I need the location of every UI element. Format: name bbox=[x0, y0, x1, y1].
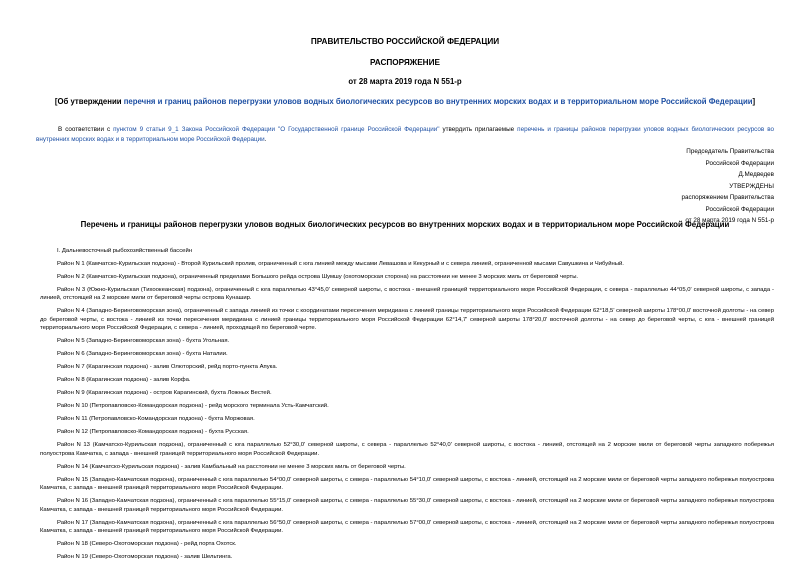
area-item: Район N 8 (Карагинская подзона) - залив Корфа. bbox=[57, 377, 191, 384]
area-item: Район N 6 (Западно-Беринговоморская зона) - бухта Наталии. bbox=[57, 351, 228, 358]
area-item: Район N 17 (Западно-Камчатская подзона), ограниченный с юга параллелью 56°50,0' северной широты, с севера - параллелью 57°00,0' северной широты, с востока - линией, отстоящей на 2 морские мили от береговой черты западного побережья полуострова Камчатка, с запада - внешней границей территориального моря Российской Федерации. bbox=[40, 519, 774, 535]
area-item: Район N 19 (Северо-Охотоморская подзона) - залив Шельтинга. bbox=[57, 554, 233, 561]
signature-line: Российской Федерации bbox=[705, 159, 774, 167]
subject-prefix: [Об утверждении bbox=[54, 97, 124, 106]
area-item: Район N 16 (Западно-Камчатская подзона), ограниченный с юга параллелью 55°15,0' северной широты, с севера - параллелью 55°30,0' северной широты, с востока - линией, отстоящей на 2 морские мили от береговой черты западного побережья полуострова Камчатка, с запада - внешней границей территориального моря Российской Федерации. bbox=[40, 498, 774, 513]
signature-line: Д.Медведев bbox=[738, 171, 774, 178]
document-subject bbox=[46, 96, 764, 107]
intro-paragraph bbox=[36, 125, 774, 144]
subject-link[interactable]: перечня и границ районов перегрузки уловов водных биологических ресурсов во внутренних морских водах и в территориальном море Российской Федерации bbox=[123, 97, 753, 106]
intro-text-3: . bbox=[264, 135, 267, 143]
law-link[interactable]: пунктом 9 статьи 9_1 Закона Российской Федерации "О Государственной границе Российской Федерации" bbox=[113, 126, 440, 133]
subject-suffix: ] bbox=[752, 97, 756, 106]
document-type-heading: РАСПОРЯЖЕНИЕ bbox=[370, 58, 440, 67]
area-item: Район N 12 (Петропавловско-Командорская подзона) - бухта Русская. bbox=[57, 429, 249, 436]
document-date-number: от 28 марта 2019 года N 551-р bbox=[348, 77, 462, 86]
approval-line: от 28 марта 2019 года N 551-р bbox=[685, 217, 774, 224]
intro-text-1: В соответствии с bbox=[58, 126, 114, 133]
area-item: Район N 5 (Западно-Беринговоморская зона) - бухта Угольная. bbox=[57, 338, 230, 345]
area-item: Район N 9 (Карагинская подзона) - остров Карагинский, бухта Ложных Вестей. bbox=[57, 390, 272, 397]
basin-heading: I. Дальневосточный рыбохозяйственный бассейн bbox=[57, 248, 192, 254]
signature-line: Председатель Правительства bbox=[686, 148, 774, 155]
government-heading: ПРАВИТЕЛЬСТВО РОССИЙСКОЙ ФЕДЕРАЦИИ bbox=[310, 37, 500, 46]
signature-block bbox=[614, 146, 774, 227]
area-item: Район N 7 (Карагинская подзона) - залив Олюторский, рейд порто-пункта Апука. bbox=[57, 364, 278, 371]
area-item: Район N 1 (Камчатско-Курильская подзона) - Второй Курильский пролив, ограниченный с юга линией между мысами Левашова и Кекурный и с севера линией, ограниченной мысами Савушкина и Чибуйный. bbox=[57, 261, 624, 267]
list-title: Перечень и границы районов перегрузки уловов водных биологических ресурсов во внутренних морских водах и в территориальном море Российской Федерации bbox=[80, 220, 730, 229]
area-item: Район N 10 (Петропавловско-Командорская подзона) - рейд морского терминала Усть-Камчатский. bbox=[57, 403, 329, 410]
area-item: Район N 3 (Южно-Курильская (Тихоокеанская) подзона), ограниченный с юга параллелью 43°45,0' северной широты, с востока - внешней границей территориального моря Российской Федерации, с севера - параллелью 44°05,0' северной широты, с запада - линией, отстоящей на 2 морские мили от береговой черты острова Кунашир. bbox=[40, 287, 774, 302]
area-item: Район N 18 (Северо-Охотоморская подзона) - рейд порта Охотск. bbox=[57, 541, 237, 548]
list-link[interactable]: перечень и границы районов перегрузки уловов водных биологических ресурсов во внутренних морских водах и в территориальном море Российской Федерации bbox=[36, 126, 774, 143]
approval-line: Российской Федерации bbox=[705, 205, 774, 213]
area-item: Район N 14 (Камчатско-Курильская подзона) - залив Камбальный на расстоянии не менее 3 морских миль от береговой черты. bbox=[57, 463, 406, 470]
area-item: Район N 2 (Камчатско-Курильская подзона), ограниченный пределами Большого рейда острова Шумшу (охотоморская сторона) на расстоянии не менее 3 морских миль от береговой черты. bbox=[57, 274, 579, 280]
approval-line: распоряжением Правительства bbox=[681, 194, 774, 201]
area-item: Район N 4 (Западно-Беринговоморская зона), ограниченный с запада линией из точки с координатами пересечения меридиана с линией границы территориального моря Российской Федерации 62°18,5' северной широты 178°00,0' восточной долготы - на север до береговой черты, с востока - линией из точки пересечения меридиана с линией границы территориального моря Российской Федерации 62°14,7' северной широты 178°20,0' восточной долготы - на север до береговой черты, с юга - внешней границей территориального моря Российской Федерации, с севера - линией, проходящей по береговой черте. bbox=[40, 308, 774, 332]
area-item: Район N 15 (Западно-Камчатская подзона), ограниченный с юга параллелью 54°00,0' северной широты, с севера - параллелью 54°10,0' северной широты, с востока - линией, отстоящей на 2 морские мили от береговой черты западного побережья полуострова Камчатка, с запада - внешней границей территориального моря Российской Федерации. bbox=[40, 476, 774, 492]
intro-text-2: утвердить прилагаемые bbox=[439, 126, 518, 133]
area-item: Район N 11 (Петропавловско-Командорская подзона) - бухта Моржовая. bbox=[57, 416, 255, 423]
area-item: Район N 13 (Камчатско-Курильская подзона), ограниченный с юга параллелью 52°30,0' северной широты, с севера - параллелью 52°40,0' северной широты, с востока - линией, отстоящей на 2 морские мили от береговой черты западного побережья полуострова Камчатка, с запада - внешней границей территориального моря Российской Федерации. bbox=[40, 442, 774, 457]
approval-line: УТВЕРЖДЕНЫ bbox=[729, 182, 774, 190]
areas-list bbox=[40, 247, 774, 566]
